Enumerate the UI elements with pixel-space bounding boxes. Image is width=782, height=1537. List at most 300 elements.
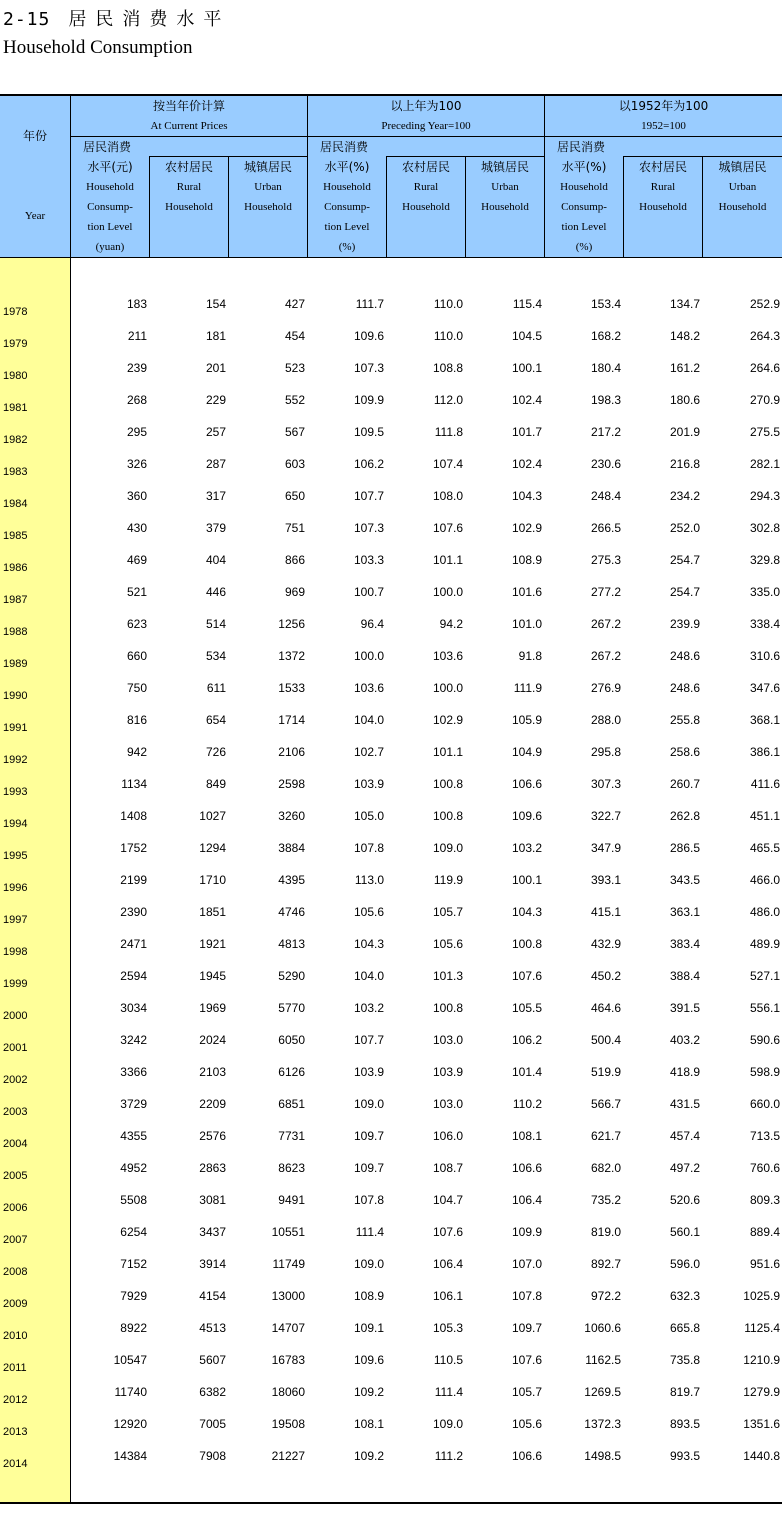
cell-rural-1952: 520.6 [669, 1193, 700, 1207]
table-row [0, 1222, 782, 1246]
year-cell: 1990 [3, 690, 28, 702]
cell-urban-1952: 1279.9 [743, 1385, 780, 1399]
cell-rural-current: 317 [205, 489, 226, 503]
cell-rural-preceding: 107.6 [432, 1225, 463, 1239]
cell-rural-1952: 391.5 [669, 1001, 700, 1015]
year-cell: 1992 [3, 754, 28, 766]
col-urban-preceding-en2: Household [481, 201, 529, 213]
cell-total-current: 2199 [120, 873, 147, 887]
cell-total-1952: 735.2 [590, 1193, 621, 1207]
cell-urban-preceding: 103.2 [511, 841, 542, 855]
cell-urban-preceding: 104.3 [511, 489, 542, 503]
table-row [0, 1094, 782, 1118]
cell-rural-1952: 254.7 [669, 553, 700, 567]
cell-rural-preceding: 108.0 [432, 489, 463, 503]
year-cell: 1986 [3, 562, 28, 574]
cell-rural-current: 654 [205, 713, 226, 727]
rule-header-bottom [0, 257, 782, 258]
cell-rural-current: 3081 [199, 1193, 226, 1207]
cell-rural-1952: 148.2 [669, 329, 700, 343]
cell-total-preceding: 104.0 [353, 713, 384, 727]
cell-rural-preceding: 101.3 [432, 969, 463, 983]
cell-urban-current: 8623 [278, 1161, 305, 1175]
table-row [0, 742, 782, 766]
cell-rural-preceding: 101.1 [432, 553, 463, 567]
col-total-current-line6: (yuan) [95, 241, 125, 253]
cell-total-preceding: 107.8 [353, 841, 384, 855]
cell-rural-preceding: 111.2 [434, 1449, 463, 1463]
col-total-current-line5: tion Level [87, 221, 133, 233]
cell-total-1952: 180.4 [590, 361, 621, 375]
cell-urban-1952: 465.5 [749, 841, 780, 855]
cell-rural-preceding: 94.2 [439, 617, 463, 631]
cell-total-preceding: 100.7 [353, 585, 384, 599]
cell-rural-preceding: 100.8 [432, 777, 463, 791]
cell-total-1952: 415.1 [590, 905, 621, 919]
cell-total-1952: 277.2 [590, 585, 621, 599]
year-header-en: Year [24, 210, 46, 222]
table-row [0, 358, 782, 382]
cell-rural-1952: 180.6 [669, 393, 700, 407]
cell-total-preceding: 109.0 [353, 1257, 384, 1271]
cell-rural-1952: 161.2 [669, 361, 700, 375]
cell-total-1952: 682.0 [590, 1161, 621, 1175]
cell-total-1952: 621.7 [590, 1129, 621, 1143]
table-row [0, 1030, 782, 1054]
year-cell: 1978 [3, 306, 28, 318]
cell-rural-preceding: 107.4 [432, 457, 463, 471]
cell-rural-1952: 248.6 [669, 649, 700, 663]
table-row [0, 1158, 782, 1182]
cell-urban-current: 2106 [278, 745, 305, 759]
table-row [0, 1318, 782, 1342]
year-cell: 1993 [3, 786, 28, 798]
year-cell: 2014 [3, 1458, 28, 1470]
cell-total-1952: 566.7 [590, 1097, 621, 1111]
cell-total-preceding: 102.7 [353, 745, 384, 759]
cell-total-preceding: 109.7 [353, 1161, 384, 1175]
cell-total-current: 816 [126, 713, 147, 727]
cell-urban-current: 21227 [271, 1449, 305, 1463]
cell-total-1952: 266.5 [590, 521, 621, 535]
cell-total-current: 469 [126, 553, 147, 567]
cell-total-current: 430 [126, 521, 147, 535]
cell-urban-1952: 598.9 [749, 1065, 780, 1079]
cell-rural-current: 6382 [199, 1385, 226, 1399]
cell-total-current: 5508 [120, 1193, 147, 1207]
table-row [0, 966, 782, 990]
cell-total-1952: 892.7 [590, 1257, 621, 1271]
cell-urban-1952: 951.6 [749, 1257, 780, 1271]
col-total-1952-line5: tion Level [561, 221, 607, 233]
cell-rural-preceding: 108.8 [432, 361, 463, 375]
year-cell: 2011 [3, 1362, 27, 1374]
cell-urban-current: 4395 [278, 873, 305, 887]
cell-total-current: 1752 [120, 841, 147, 855]
cell-rural-1952: 234.2 [669, 489, 700, 503]
cell-urban-1952: 486.0 [749, 905, 780, 919]
table-row [0, 518, 782, 542]
group-header-preceding-en: Preceding Year=100 [381, 120, 471, 132]
table-row [0, 1286, 782, 1310]
year-cell: 2004 [3, 1138, 28, 1150]
col-total-preceding-line4: Consump- [324, 201, 370, 213]
cell-rural-preceding: 110.5 [433, 1353, 463, 1367]
cell-urban-preceding: 107.0 [511, 1257, 542, 1271]
cell-rural-preceding: 106.1 [432, 1289, 463, 1303]
cell-urban-preceding: 108.9 [511, 553, 542, 567]
cell-urban-preceding: 111.9 [513, 681, 542, 695]
cell-urban-preceding: 100.1 [511, 361, 542, 375]
cell-total-current: 3034 [120, 1001, 147, 1015]
cell-rural-current: 2209 [199, 1097, 226, 1111]
cell-urban-current: 1714 [278, 713, 305, 727]
cell-total-1952: 432.9 [590, 937, 621, 951]
cell-urban-current: 552 [284, 393, 305, 407]
cell-total-preceding: 100.0 [353, 649, 384, 663]
cell-total-current: 1408 [120, 809, 147, 823]
cell-rural-current: 1969 [199, 1001, 226, 1015]
table-row [0, 294, 782, 318]
cell-rural-preceding: 112.0 [433, 393, 463, 407]
cell-total-current: 6254 [120, 1225, 147, 1239]
cell-total-1952: 819.0 [590, 1225, 621, 1239]
cell-total-current: 3242 [120, 1033, 147, 1047]
cell-urban-1952: 310.6 [749, 649, 780, 663]
cell-urban-1952: 252.9 [749, 297, 780, 311]
cell-total-1952: 168.2 [590, 329, 621, 343]
cell-urban-preceding: 108.1 [511, 1129, 542, 1143]
cell-rural-current: 4513 [199, 1321, 226, 1335]
cell-total-1952: 217.2 [590, 425, 621, 439]
col-total-current-line1: 居民消费 [83, 140, 132, 154]
cell-total-current: 183 [126, 297, 147, 311]
group-header-1952-cn: 以1952年为100 [618, 99, 709, 113]
group-header-current-en: At Current Prices [150, 120, 228, 132]
cell-urban-current: 16783 [271, 1353, 305, 1367]
year-cell: 2013 [3, 1426, 28, 1438]
cell-total-current: 4355 [120, 1129, 147, 1143]
cell-urban-1952: 489.9 [749, 937, 780, 951]
cell-rural-preceding: 102.9 [432, 713, 463, 727]
cell-rural-current: 2024 [199, 1033, 226, 1047]
year-cell: 1981 [3, 402, 28, 414]
table-row [0, 1190, 782, 1214]
year-cell: 2009 [3, 1298, 28, 1310]
table-row [0, 646, 782, 670]
cell-rural-preceding: 101.1 [432, 745, 463, 759]
cell-total-1952: 198.3 [590, 393, 621, 407]
cell-urban-1952: 466.0 [749, 873, 780, 887]
cell-urban-preceding: 106.6 [511, 1449, 542, 1463]
cell-total-preceding: 108.9 [353, 1289, 384, 1303]
cell-rural-preceding: 110.0 [433, 329, 463, 343]
cell-urban-current: 1256 [278, 617, 305, 631]
cell-urban-1952: 1125.4 [744, 1321, 780, 1335]
cell-total-1952: 500.4 [590, 1033, 621, 1047]
cell-total-current: 3366 [120, 1065, 147, 1079]
cell-total-1952: 393.1 [590, 873, 621, 887]
table-row [0, 454, 782, 478]
cell-total-current: 326 [126, 457, 147, 471]
cell-rural-1952: 560.1 [669, 1225, 700, 1239]
cell-total-1952: 230.6 [590, 457, 621, 471]
table-row [0, 486, 782, 510]
year-cell: 2012 [3, 1394, 28, 1406]
year-cell: 1995 [3, 850, 28, 862]
cell-total-1952: 1269.5 [584, 1385, 621, 1399]
cell-urban-1952: 294.3 [749, 489, 780, 503]
cell-rural-current: 1027 [199, 809, 226, 823]
col-rural-preceding-en2: Household [402, 201, 450, 213]
cell-total-preceding: 104.0 [353, 969, 384, 983]
cell-urban-preceding: 106.4 [511, 1193, 542, 1207]
table-row [0, 582, 782, 606]
cell-rural-current: 3437 [199, 1225, 226, 1239]
cell-rural-current: 726 [205, 745, 226, 759]
table-row [0, 1126, 782, 1150]
cell-total-preceding: 104.3 [353, 937, 384, 951]
cell-rural-preceding: 100.0 [432, 681, 463, 695]
cell-total-preceding: 106.2 [353, 457, 384, 471]
col-total-preceding-line6: (%) [338, 241, 356, 253]
col-total-1952-line1: 居民消费 [557, 140, 606, 154]
cell-rural-preceding: 105.6 [432, 937, 463, 951]
cell-urban-preceding: 102.4 [511, 393, 542, 407]
col-total-preceding-line2: 水平(%) [324, 160, 370, 174]
cell-urban-1952: 386.1 [749, 745, 780, 759]
cell-rural-1952: 632.3 [669, 1289, 700, 1303]
cell-urban-1952: 338.4 [749, 617, 780, 631]
col-total-1952-line6: (%) [575, 241, 593, 253]
cell-total-current: 1134 [121, 777, 147, 791]
group-header-preceding-cn: 以上年为100 [390, 99, 462, 113]
cell-urban-preceding: 101.0 [511, 617, 542, 631]
cell-rural-preceding: 109.0 [432, 1417, 463, 1431]
cell-total-1952: 295.8 [590, 745, 621, 759]
cell-urban-preceding: 115.4 [512, 297, 542, 311]
group-header-1952-en: 1952=100 [641, 120, 686, 132]
cell-total-current: 3729 [120, 1097, 147, 1111]
cell-total-preceding: 109.2 [353, 1449, 384, 1463]
cell-total-current: 14384 [113, 1449, 147, 1463]
table-row [0, 1414, 782, 1438]
cell-urban-current: 19508 [271, 1417, 305, 1431]
year-cell: 2006 [3, 1202, 28, 1214]
cell-urban-preceding: 100.1 [511, 873, 542, 887]
cell-urban-current: 18060 [271, 1385, 305, 1399]
year-cell: 2003 [3, 1106, 28, 1118]
cell-urban-1952: 713.5 [749, 1129, 780, 1143]
col-rural-current-en2: Household [165, 201, 213, 213]
cell-urban-1952: 1351.6 [743, 1417, 780, 1431]
cell-urban-current: 9491 [278, 1193, 305, 1207]
cell-rural-1952: 258.6 [669, 745, 700, 759]
cell-total-1952: 248.4 [590, 489, 621, 503]
cell-rural-current: 446 [205, 585, 226, 599]
cell-urban-current: 969 [284, 585, 305, 599]
cell-total-1952: 267.2 [590, 617, 621, 631]
cell-rural-current: 611 [206, 681, 226, 695]
cell-rural-1952: 248.6 [669, 681, 700, 695]
cell-rural-preceding: 103.0 [432, 1097, 463, 1111]
cell-urban-1952: 1440.8 [743, 1449, 780, 1463]
cell-total-1952: 307.3 [590, 777, 621, 791]
cell-total-preceding: 107.8 [353, 1193, 384, 1207]
year-cell: 1996 [3, 882, 28, 894]
col-total-1952-line3: Household [560, 181, 608, 193]
year-cell: 1988 [3, 626, 28, 638]
col-urban-preceding-en1: Urban [491, 181, 519, 193]
cell-urban-current: 866 [284, 553, 305, 567]
table-row [0, 1446, 782, 1470]
cell-urban-preceding: 106.6 [511, 777, 542, 791]
cell-urban-1952: 527.1 [749, 969, 780, 983]
cell-total-current: 2390 [120, 905, 147, 919]
cell-rural-preceding: 108.7 [432, 1161, 463, 1175]
cell-urban-current: 2598 [278, 777, 305, 791]
cell-rural-preceding: 103.0 [432, 1033, 463, 1047]
cell-total-preceding: 109.6 [353, 329, 384, 343]
cell-urban-current: 14707 [271, 1321, 305, 1335]
cell-total-preceding: 107.7 [353, 1033, 384, 1047]
cell-total-preceding: 105.6 [353, 905, 384, 919]
cell-urban-1952: 329.8 [749, 553, 780, 567]
cell-urban-preceding: 104.5 [511, 329, 542, 343]
cell-urban-current: 650 [284, 489, 305, 503]
col-urban-current-en2: Household [244, 201, 292, 213]
cell-rural-1952: 457.4 [669, 1129, 700, 1143]
cell-urban-1952: 347.6 [749, 681, 780, 695]
cell-total-1952: 464.6 [590, 1001, 621, 1015]
cell-rural-1952: 254.7 [669, 585, 700, 599]
cell-rural-preceding: 111.8 [434, 425, 463, 439]
cell-urban-preceding: 104.3 [511, 905, 542, 919]
cell-total-preceding: 103.6 [353, 681, 384, 695]
cell-rural-current: 201 [205, 361, 226, 375]
cell-urban-current: 10551 [271, 1225, 305, 1239]
table-row [0, 1382, 782, 1406]
cell-urban-1952: 275.5 [749, 425, 780, 439]
cell-urban-preceding: 106.6 [511, 1161, 542, 1175]
table-row [0, 422, 782, 446]
cell-rural-preceding: 109.0 [432, 841, 463, 855]
cell-urban-preceding: 107.8 [511, 1289, 542, 1303]
cell-rural-preceding: 103.9 [432, 1065, 463, 1079]
cell-urban-1952: 451.1 [749, 809, 780, 823]
cell-rural-current: 514 [205, 617, 226, 631]
cell-urban-preceding: 109.9 [511, 1225, 542, 1239]
cell-total-current: 660 [126, 649, 147, 663]
year-header-cn: 年份 [22, 129, 47, 143]
cell-total-preceding: 109.5 [353, 425, 384, 439]
cell-urban-preceding: 102.4 [511, 457, 542, 471]
cell-total-current: 942 [126, 745, 147, 759]
year-cell: 1991 [3, 722, 28, 734]
cell-urban-1952: 660.0 [749, 1097, 780, 1111]
cell-rural-current: 1945 [199, 969, 226, 983]
cell-total-current: 623 [126, 617, 147, 631]
cell-urban-preceding: 101.6 [511, 585, 542, 599]
cell-total-current: 10547 [113, 1353, 147, 1367]
table-title-cn-text: 居民消费水平 [68, 9, 231, 30]
cell-urban-current: 6050 [278, 1033, 305, 1047]
cell-rural-1952: 239.9 [669, 617, 700, 631]
rule-group-bottom [70, 136, 782, 137]
cell-total-preceding: 109.2 [353, 1385, 384, 1399]
cell-urban-1952: 809.3 [749, 1193, 780, 1207]
year-cell: 2002 [3, 1074, 28, 1086]
cell-total-1952: 1498.5 [584, 1449, 621, 1463]
cell-total-1952: 1372.3 [584, 1417, 621, 1431]
cell-rural-preceding: 105.7 [432, 905, 463, 919]
cell-total-1952: 322.7 [590, 809, 621, 823]
cell-rural-current: 1851 [199, 905, 226, 919]
cell-urban-1952: 264.3 [749, 329, 780, 343]
cell-rural-1952: 665.8 [669, 1321, 700, 1335]
cell-total-preceding: 108.1 [353, 1417, 384, 1431]
cell-rural-1952: 363.1 [669, 905, 700, 919]
cell-total-1952: 972.2 [590, 1289, 621, 1303]
cell-urban-current: 4813 [278, 937, 305, 951]
cell-rural-current: 2863 [199, 1161, 226, 1175]
cell-rural-current: 257 [205, 425, 226, 439]
year-cell: 1983 [3, 466, 28, 478]
cell-rural-1952: 893.5 [669, 1417, 700, 1431]
rule-bottom [0, 1502, 782, 1504]
cell-total-preceding: 109.9 [353, 393, 384, 407]
year-cell: 1997 [3, 914, 28, 926]
year-cell: 2000 [3, 1010, 28, 1022]
cell-urban-current: 5770 [278, 1001, 305, 1015]
cell-total-current: 12920 [113, 1417, 147, 1431]
cell-total-preceding: 109.0 [353, 1097, 384, 1111]
cell-urban-current: 1533 [278, 681, 305, 695]
cell-rural-current: 287 [205, 457, 226, 471]
cell-rural-current: 2576 [199, 1129, 226, 1143]
cell-urban-1952: 760.6 [749, 1161, 780, 1175]
cell-urban-1952: 1210.9 [743, 1353, 780, 1367]
cell-rural-current: 3914 [199, 1257, 226, 1271]
cell-urban-preceding: 105.5 [511, 1001, 542, 1015]
year-cell: 1982 [3, 434, 28, 446]
cell-total-1952: 1060.6 [584, 1321, 621, 1335]
table-row [0, 998, 782, 1022]
cell-urban-1952: 1025.9 [743, 1289, 780, 1303]
cell-total-preceding: 107.7 [353, 489, 384, 503]
col-rural-1952-en1: Rural [650, 181, 676, 193]
year-cell: 1984 [3, 498, 28, 510]
cell-rural-current: 181 [205, 329, 226, 343]
cell-total-preceding: 109.1 [353, 1321, 384, 1335]
cell-total-preceding: 111.4 [355, 1225, 384, 1239]
cell-total-preceding: 96.4 [360, 617, 384, 631]
cell-urban-current: 5290 [278, 969, 305, 983]
cell-rural-1952: 993.5 [669, 1449, 700, 1463]
cell-urban-current: 3260 [278, 809, 305, 823]
cell-urban-current: 6126 [278, 1065, 305, 1079]
cell-urban-current: 751 [284, 521, 305, 535]
col-rural-current-cn: 农村居民 [164, 160, 213, 174]
table-row [0, 870, 782, 894]
col-total-1952-line4: Consump- [561, 201, 607, 213]
cell-rural-preceding: 106.0 [432, 1129, 463, 1143]
year-cell: 1987 [3, 594, 28, 606]
year-cell: 1989 [3, 658, 28, 670]
cell-total-current: 7929 [120, 1289, 147, 1303]
cell-rural-current: 379 [205, 521, 226, 535]
year-cell: 1999 [3, 978, 28, 990]
